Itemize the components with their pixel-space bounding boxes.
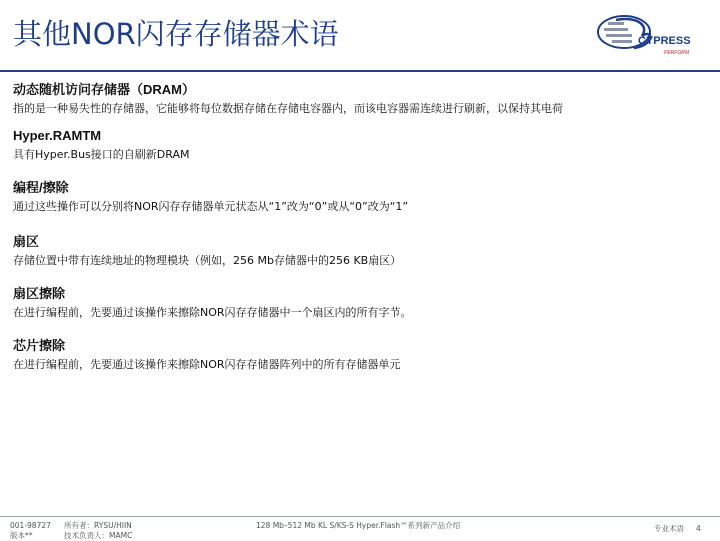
footer-doc-number: 001-98727 — [10, 521, 51, 530]
glossary-entry-sector — [13, 233, 401, 268]
term-definition: 通过这些操作可以分别将NOR闪存存储器单元状态从“1”改为“0”或从“0”改为“1” — [13, 200, 409, 213]
term-heading: 扇区擦除 — [13, 286, 66, 301]
footer-section: 专业术语 — [654, 524, 684, 533]
footer-tech-lead: 技术负责人：MAMC — [64, 531, 133, 540]
term-definition: 在进行编程前，先要通过该操作来擦除NOR闪存存储器阵列中的所有存储器单元 — [13, 358, 401, 371]
cypress-logo — [594, 10, 706, 70]
page-title: 其他NOR闪存存储器术语 — [13, 17, 339, 51]
glossary-entry-program-erase — [13, 179, 408, 214]
term-definition: 存储位置中带有连续地址的物理模块（例如，256 Mb存储器中的256 KB扇区） — [13, 254, 402, 267]
title-underline — [0, 70, 720, 72]
logo-text: CYPRESS — [638, 35, 691, 47]
term-heading: 芯片擦除 — [13, 338, 66, 353]
glossary-entry-sector-erase — [13, 285, 412, 320]
term-heading: 编程/擦除 — [13, 180, 69, 195]
logo-tagline: PERFORM — [664, 50, 689, 56]
term-definition: 具有Hyper.Bus接口的自刷新DRAM — [13, 148, 190, 161]
cypress-logo-icon — [594, 10, 706, 70]
term-heading: 动态随机访问存储器（DRAM） — [13, 82, 195, 97]
footer-page-number: 4 — [696, 524, 701, 533]
term-heading: 扇区 — [13, 234, 40, 249]
term-definition: 指的是一种易失性的存储器，它能够将每位数据存储在存储电容器内，而该电容器需连续进行刷新，以保持其电荷 — [13, 102, 563, 115]
footer-owner: 所有者：RYSU/HIIN — [64, 521, 132, 530]
footer-version: 版本** — [10, 531, 33, 540]
footer-doc-title: 128 Mb–512 Mb KL S/KS-S Hyper.Flash™系列新产品介绍 — [256, 521, 461, 530]
glossary-entry-hyperram — [13, 127, 189, 162]
term-heading: Hyper.RAMTM — [13, 128, 102, 143]
term-definition: 在进行编程前，先要通过该操作来擦除NOR闪存存储器中一个扇区内的所有字节。 — [13, 306, 412, 319]
glossary-entry-dram — [13, 81, 563, 116]
footer-rule — [0, 516, 720, 517]
glossary-entry-chip-erase — [13, 337, 401, 372]
